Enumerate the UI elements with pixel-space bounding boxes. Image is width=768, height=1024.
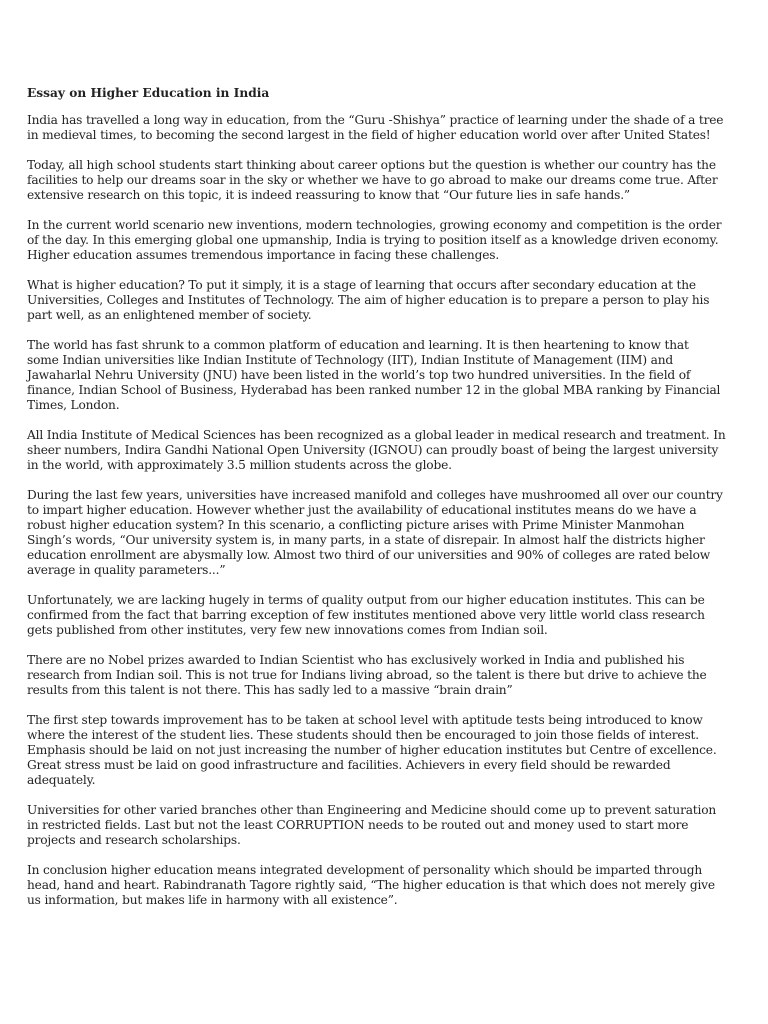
text-line: us information, but makes life in harmony with all existence”. — [27, 893, 398, 907]
paragraph — [27, 428, 745, 473]
text-line: Times, London. — [27, 398, 120, 412]
text-line: in medieval times, to becoming the second largest in the field of higher education world over after United States! — [27, 128, 711, 142]
text-line: Today, all high school students start thinking about career options but the question is whether our country has the — [27, 158, 716, 172]
text-line: part well, as an enlightened member of society. — [27, 308, 312, 322]
paragraph — [27, 488, 745, 578]
paragraph — [27, 653, 745, 698]
paragraph — [27, 713, 745, 788]
text-line: The world has fast shrunk to a common platform of education and learning. It is then heartening to know that — [27, 338, 689, 352]
text-line: Jawaharlal Nehru University (JNU) have been listed in the world’s top two hundred universities. In the field of — [27, 368, 691, 382]
document-title: Essay on Higher Education in India — [27, 86, 270, 100]
text-line: facilities to help our dreams soar in the sky or whether we have to go abroad to make our dreams come true. After — [27, 173, 718, 187]
text-line: education enrollment are abysmally low. Almost two third of our universities and 90% of colleges are rated below — [27, 548, 711, 562]
text-line: results from this talent is not there. This has sadly led to a massive “brain drain” — [27, 683, 513, 697]
text-line: There are no Nobel prizes awarded to Indian Scientist who has exclusively worked in India and published his — [27, 653, 685, 667]
text-line: During the last few years, universities have increased manifold and colleges have mushroomed all over our country — [27, 488, 723, 502]
text-line: in restricted fields. Last but not the least CORRUPTION needs to be routed out and money used to start more — [27, 818, 689, 832]
text-line: projects and research scholarships. — [27, 833, 241, 847]
paragraph — [27, 593, 745, 638]
text-line: head, hand and heart. Rabindranath Tagore rightly said, “The higher education is that which does not merely give — [27, 878, 715, 892]
text-line: India has travelled a long way in education, from the “Guru -Shishya” practice of learning under the shade of a tree — [27, 113, 724, 127]
text-line: robust higher education system? In this scenario, a conflicting picture arises with Prime Minister Manmohan — [27, 518, 685, 532]
text-line: Higher education assumes tremendous importance in facing these challenges. — [27, 248, 500, 262]
text-line: average in quality parameters...” — [27, 563, 226, 577]
paragraph — [27, 158, 745, 203]
text-line: adequately. — [27, 773, 96, 787]
text-line: The first step towards improvement has to be taken at school level with aptitude tests being introduced to know — [27, 713, 703, 727]
text-line: extensive research on this topic, it is indeed reassuring to know that “Our future lies in safe hands.” — [27, 188, 630, 202]
text-line: Great stress must be laid on good infrastructure and facilities. Achievers in every field should be rewarded — [27, 758, 671, 772]
text-line: some Indian universities like Indian Institute of Technology (IIT), Indian Institute of Management (IIM) and — [27, 353, 674, 367]
text-line: Universities for other varied branches other than Engineering and Medicine should come up to prevent saturation — [27, 803, 717, 817]
text-line: Singh’s words, “Our university system is, in many parts, in a state of disrepair. In almost half the districts higher — [27, 533, 705, 547]
text-line: gets published from other institutes, very few new innovations comes from Indian soil. — [27, 623, 548, 637]
text-line: In the current world scenario new inventions, modern technologies, growing economy and competition is the order — [27, 218, 722, 232]
text-line: What is higher education? To put it simply, it is a stage of learning that occurs after secondary education at the — [27, 278, 696, 292]
paragraph — [27, 113, 745, 143]
paragraph — [27, 863, 745, 908]
text-line: All India Institute of Medical Sciences has been recognized as a global leader in medical research and treatment. In — [27, 428, 726, 442]
text-line: where the interest of the student lies. These students should then be encouraged to join those fields of interest. — [27, 728, 699, 742]
text-line: finance, Indian School of Business, Hyderabad has been ranked number 12 in the global MBA ranking by Financial — [27, 383, 721, 397]
text-line: in the world, with approximately 3.5 million students across the globe. — [27, 458, 452, 472]
text-line: In conclusion higher education means integrated development of personality which should be imparted through — [27, 863, 703, 877]
text-line: Universities, Colleges and Institutes of Technology. The aim of higher education is to prepare a person to play his — [27, 293, 710, 307]
document-body — [27, 86, 745, 923]
paragraph — [27, 218, 745, 263]
paragraph — [27, 338, 745, 413]
text-line: Unfortunately, we are lacking hugely in terms of quality output from our higher education institutes. This can be — [27, 593, 705, 607]
text-line: research from Indian soil. This is not true for Indians living abroad, so the talent is there but drive to achieve the — [27, 668, 707, 682]
text-line: of the day. In this emerging global one upmanship, India is trying to position itself as a knowledge driven economy. — [27, 233, 719, 247]
paragraph — [27, 803, 745, 848]
text-line: confirmed from the fact that barring exception of few institutes mentioned above very little world class research — [27, 608, 705, 622]
text-line: sheer numbers, Indira Gandhi National Open University (IGNOU) can proudly boast of being the largest university — [27, 443, 719, 457]
text-line: to impart higher education. However whether just the availability of educational institutes means do we have a — [27, 503, 697, 517]
paragraph — [27, 278, 745, 323]
text-line: Emphasis should be laid on not just increasing the number of higher education institutes but Centre of excellence. — [27, 743, 717, 757]
paragraph-list — [27, 113, 745, 908]
